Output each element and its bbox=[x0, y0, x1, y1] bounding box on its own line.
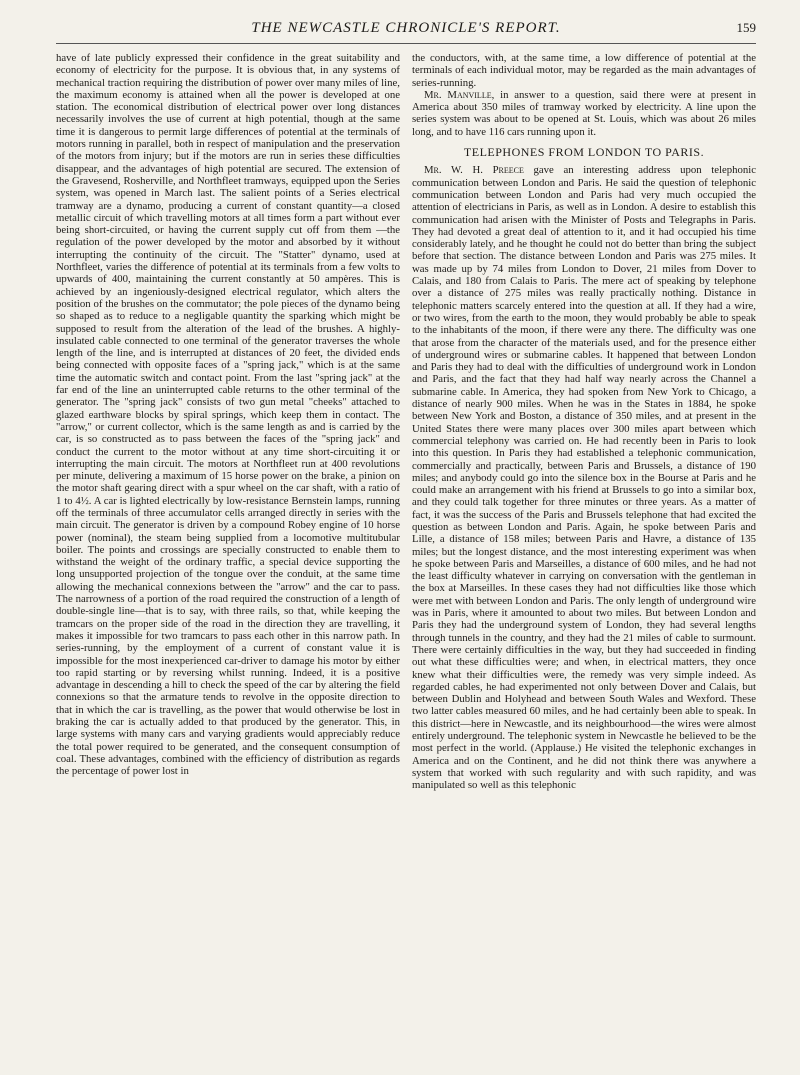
body-paragraph: have of late publicly expressed their confidence in the great suitability and economy of electricity for the purpose. It is obvious that, in any systems of mechanical traction requiring the distribution of power over many miles of line, the maximum economy is attained when all the power is developed at one station. The economical distribution of electrical power over long distances necessarily involves the use of current at high potential, though at the same time it is dangerous to permit large differences of potential at the terminals of motors running in parallel, both in respect of manipulation and the preservation of the motors from injury; but if the motors are run in series these difficulties disappear, and the advantages of high potential are secured. The extension of the Gravesend, Rosherville, and Northfleet tramways, equipped upon the Series system, was opened in March last. The salient points of a Series electrical tramway are a dynamo, producing a current of constant quantity—a closed metallic circuit of which travelling motors at all times form a part without ever being short-circuited, or having the current supply cut off from them —the regulation of the power developed by the motor and absorbed by it without interrupting the continuity of the circuit. The "Statter" dynamo, used at Northfleet, varies the difference of potential at its terminals from a few volts to upwards of 400, maintaining the current constantly at 50 ampères. This is achieved by an ingeniously-designed electrical regulator, which alters the position of the brushes on the commutator; the pole pieces of the dynamo being so shaped as to reduce to a negligable quantity the sparking which might be supposed to result from the alteration of the lead of the brushes. A highly-insulated cable connected to one terminal of the generator traverses the whole length of the line, and is interrupted at distances of 20 feet, the divided ends being connected with opposite faces of a "spring jack," which is at the same time the automatic switch and contact point. From the last "spring jack" at the far end of the line an uninterrupted cable returns to the other terminal of the generator. The "spring jack" consists of two gun metal "cheeks" attached to glazed earthware blocks by spiral springs, which keep them in contact. The "arrow," or current collector, which is the same length as and is carried by the car, is so constructed as to pass between the faces of the "spring jack" and conduct the current to the motor without at any time short-circuiting it or interrupting the main circuit. The motors at Northfleet run at 400 revolutions per minute, delivering a maximum of 15 horse power on the brake, a pinion on the motor shaft gearing direct with a spur wheel on the car shaft, with a ratio of 1 to 4½. A car is lighted electrically by low-resistance Bernstein lamps, running off the terminals of three accumulator cells arranged directly in series with the main circuit. The generator is driven by a compound Robey engine of 10 horse power (nominal), the steam being supplied from a locomotive multitubular boiler. The points and crossings are specially constructed to enable them to withstand the weight of the ordinary traffic, a special device supporting the long unsupported projection of the tongue over the conduit, at the same time allowing the mechanical connexions between the "arrow" and the car to pass. The narrowness of a portion of the road required the construction of a length of double-single line—that is to say, with three rails, so that, while keeping the tramcars on the proper side of the road in the direction they are travelling, it makes it impossible for two tramcars to pass each other in this narrow path. In series-running, by the employment of a current of constant value it is impossible for the most inexperienced car-driver to damage his motor by either too rapid starting or by reversing whilst running. Indeed, it is a positive advantage in descending a hill to check the speed of the car by altering the field connexions so that the armature tends to revolve in the opposite direction to that in which the car is travelling, as the power that would otherwise be lost in braking the car is actually added to that produced by the generator. This, in large systems with many cars and varying gradients would appreciably reduce the total power required to be generated, and the consequent consumption of coal. These advantages, combined with the efficiency of distribution as regards the percentage of power lost in bbox=[56, 52, 400, 778]
body-paragraph bbox=[412, 89, 756, 138]
page-number: 159 bbox=[736, 20, 756, 35]
header-rule bbox=[56, 43, 756, 44]
speaker-name: Mr. Manville, bbox=[424, 88, 495, 101]
section-heading: TELEPHONES FROM LONDON TO PARIS. bbox=[463, 145, 705, 160]
paragraph-text: in answer to a question, said there were at present in America about 350 miles of tramway worked by electricity. A line upon the series system was about to be opened at St. Louis, which was about 26 miles long, and to have 116 cars running upon it. bbox=[412, 88, 756, 138]
right-column bbox=[412, 52, 756, 1064]
page-header bbox=[56, 16, 756, 40]
speaker-name: Mr. W. H. Preece bbox=[424, 164, 524, 177]
paragraph-text: gave an interesting address upon telephonic communication between London and Paris. He said the question of telephonic communication between London and Paris had very much occupied the attention of electricians in Paris, as well as in London. A desire to establish this communication had arisen with the Minister of Posts and Telegraphs in Paris. They had devoted a great deal of attention to it, and it had occupied his time considerably lately, and he thought he could not do better than bring the subject before that section. The distance between London and Paris was 275 miles. It was made up by 74 miles from London to Dover, 21 miles from Dover to Calais, and 180 from Calais to Paris. The mere act of speaking by telephone over a distance of 275 miles was really practically nothing. Distance in telephonic matters scarcely entered into the question at all. If they had a wire, or two wires, from the earth to the moon, they would probably be able to speak to the inhabitants of the moon, if there were any there. The difficulty was one that arose from the character of the materials used, and for the presence either of underground wires or submarine cables. It happened that between London and Paris they had to deal with the difficulties of underground work in London and Paris, and the fact that they had half way nearly across the Channel a submarine cable. In America, they had spoken from New York to Chicago, a distance of nearly 900 miles. When he was in the States in 1884, he spoke between New York and Boston, a distance of 350 miles, and at present in the United States there were many places over 300 miles apart between which commercial telephony was carried on. He had recently been in Paris to look into this question. In Paris they had established a telephonic communication, commercially and practically, between Paris and Brussels, a distance of 190 miles; and anybody could go into the silence box in the Bourse at Paris and he could make an arrangement with his friend at Brussels to go into a similar box, and they could talk together for three minutes or three years. As a matter of fact, it was the success of the Paris and Brussels telephone that had excited the question as between London and Paris. Again, he spoke between Paris and Lille, a distance of 158 miles; between Paris and Havre, a distance of 135 miles; but the longest distance, and the most interesting experiment was when he spoke between Paris and Marseilles, a distance of 600 miles, and he had not the least difficulty whatever in carrying on conversation with the gentleman in the box at Marseilles. In these cases they had not difficulties like those which were met with between London and Paris. The only length of underground wire was in Paris, where it amounted to about two miles. But between London and Paris they had the underground system of London, they had several lengths through tunnels in the country, and they had the 21 miles of cable to surmount. There were certainly difficulties in the way, but they had succeeded in finding out what these difficulties were; and when, in electrical matters, they once knew what their difficulties were, the remedy was very simple indeed. As regarded cables, he had experimented not only between Dover and Calais, but between Dublin and Holyhead and between South Wales and Wexford. These two latter cables measured 60 miles, and he had certainly been able to speak. In this district—here in Newcastle, and its neighbourhood—the wires were almost entirely underground. The telephonic system in Newcastle he believed to be the most perfect in the world. (Applause.) He visited the telephonic exchanges in America and on the Continent, and he did not think there was anywhere a system that worked with such regularity and with such rapidity, and was manipulated so well as this telephonic bbox=[412, 164, 756, 792]
left-column bbox=[56, 52, 400, 1064]
running-title: THE NEWCASTLE CHRONICLE'S REPORT. bbox=[251, 20, 561, 36]
body-paragraph: the conductors, with, at the same time, a low difference of potential at the terminals of each individual motor, may be regarded as the main advantages of series-running. bbox=[412, 52, 756, 89]
body-paragraph bbox=[412, 164, 756, 791]
